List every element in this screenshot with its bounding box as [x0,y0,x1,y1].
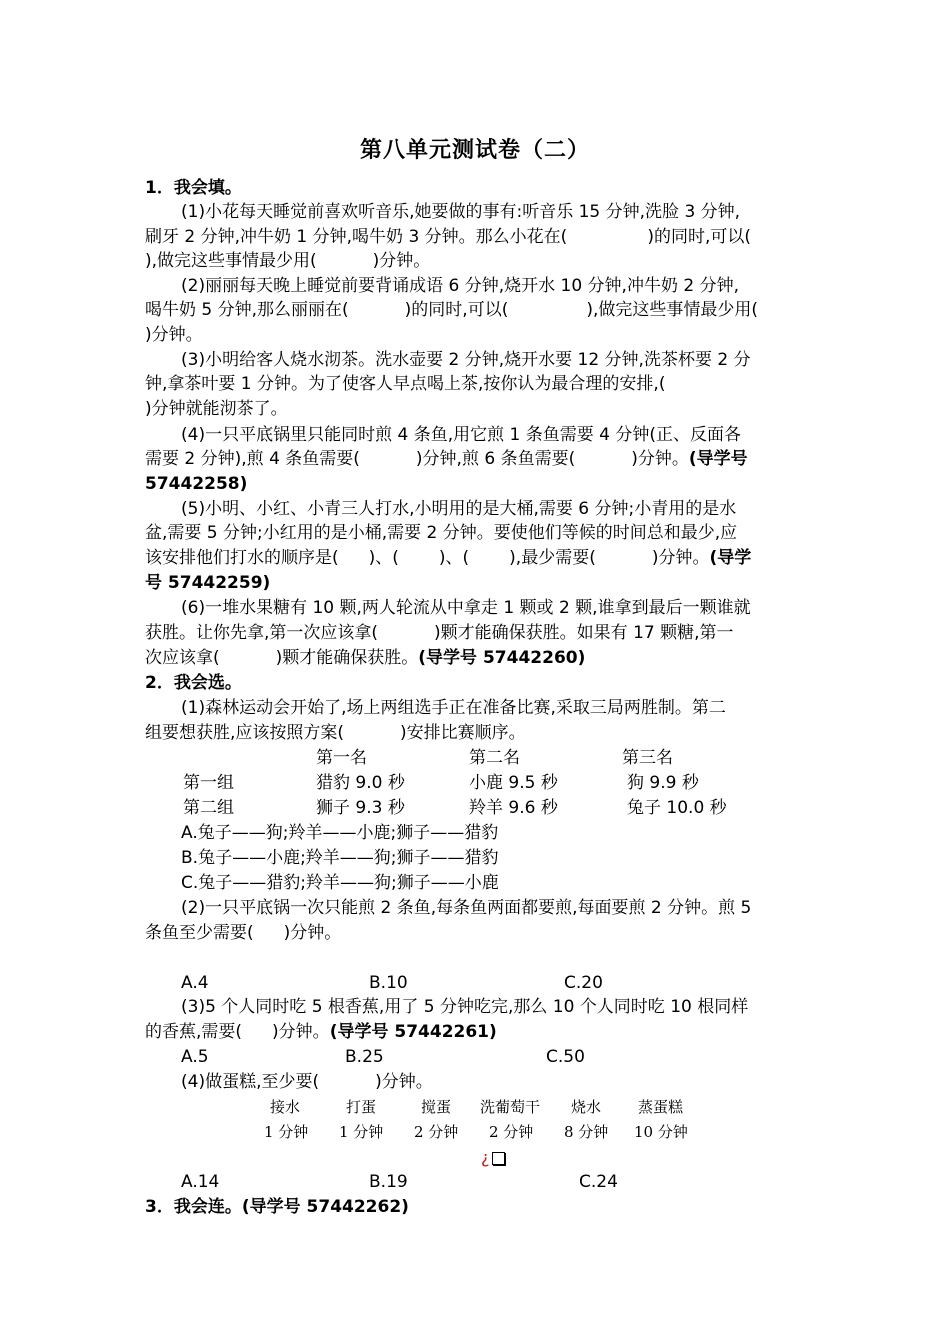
q1-2-line-2: 喝牛奶 5 分钟,那么丽丽在( )的同时,可以( ),做完这些事情最少用( [145,300,759,320]
q1-2-line-3: )分钟。 [145,325,203,345]
q1-6-line-1: (6)一堆水果糖有 10 颗,两人轮流从中拿走 1 颗或 2 颗,谁拿到最后一颗谁就 [181,598,751,618]
q1-5-line-2: 盆,需要 5 分钟;小红用的是小桶,需要 2 分钟。要使他们等候的时间总和最少,应 [145,523,738,543]
q2-3-line-2: 的香蕉,需要( )分钟。(导学号 57442261) [145,1022,497,1042]
table-row-2-cell-1: 狮子 9.3 秒 [316,798,405,818]
q2-2-option-b: B.10 [369,973,408,993]
q2-3-line-1: (3)5 个人同时吃 5 根香蕉,用了 5 分钟吃完,那么 10 个人同时吃 10 根同样 [181,997,749,1017]
q1-3-line-1: (3)小明给客人烧水沏茶。洗水壶要 2 分钟,烧开水要 12 分钟,洗茶杯要 2 分 [181,350,751,370]
q2-1-option-c: C.兔子——猎豹;羚羊——狗;狮子——小鹿 [181,873,499,893]
q1-4-line-2: 需要 2 分钟),煎 4 条鱼需要( )分钟,煎 6 条鱼需要( )分钟。(导学号 [145,449,748,469]
step-6-time: 10 分钟 [634,1123,688,1141]
q1-2-line-1: (2)丽丽每天晚上睡觉前要背诵成语 6 分钟,烧开水 10 分钟,冲牛奶 2 分钟, [181,276,739,296]
q2-2-line-1: (2)一只平底锅一次只能煎 2 条鱼,每条鱼两面都要煎,每面要煎 2 分钟。煎 5 [181,898,752,918]
q1-1-line-1: (1)小花每天睡觉前喜欢听音乐,她要做的事有:听音乐 15 分钟,洗脸 3 分钟, [181,202,741,222]
q1-4-ref: 57442258) [145,474,248,494]
q1-1-line-2: 刷牙 2 分钟,冲牛奶 1 分钟,喝牛奶 3 分钟。那么小花在( )的同时,可以( [145,227,751,247]
table-row-2-cell-2: 羚羊 9.6 秒 [469,798,558,818]
table-row-2-cell-3: 兔子 10.0 秒 [627,798,727,818]
table-row-2-group: 第二组 [183,798,234,818]
q2-4-option-b: B.19 [369,1172,408,1192]
q2-3-option-c: C.50 [546,1047,585,1067]
q2-1-option-a: A.兔子——狗;羚羊——小鹿;狮子——猎豹 [181,823,499,843]
step-5-time: 8 分钟 [564,1123,609,1141]
q2-1-line-1: (1)森林运动会开始了,场上两组选手正在准备比赛,采取三局两胜制。第二 [181,698,726,718]
table-row-1-cell-3: 狗 9.9 秒 [627,773,699,793]
table-header-2: 第二名 [469,748,520,768]
q1-5-ref: 号 57442259) [145,573,271,593]
q1-4-line-1: (4)一只平底锅里只能同时煎 4 条鱼,用它煎 1 条鱼需要 4 分钟(正、反面各 [181,425,741,445]
step-2-time: 1 分钟 [339,1123,384,1141]
q1-1-line-3: ),做完这些事情最少用( )分钟。 [145,251,431,271]
q2-2-line-2: 条鱼至少需要( )分钟。 [145,923,342,943]
q1-5-line-3: 该安排他们打水的顺序是( )、( )、( ),最少需要( )分钟。(导学 [145,548,752,568]
table-row-1-group: 第一组 [183,773,234,793]
broken-image-glyph: ¿ [481,1148,505,1168]
q1-5-line-1: (5)小明、小红、小青三人打水,小明用的是大桶,需要 6 分钟;小青用的是水 [181,499,737,519]
q1-3-line-3: )分钟就能沏茶了。 [145,399,288,419]
q2-2-option-a: A.4 [181,973,209,993]
table-header-3: 第三名 [622,748,673,768]
section-1-heading: 1．我会填。 [145,178,242,198]
step-3-name: 搅蛋 [421,1098,452,1116]
step-5-name: 烧水 [571,1098,602,1116]
step-2-name: 打蛋 [346,1098,377,1116]
section-3-heading: 3．我会连。(导学号 57442262) [145,1197,409,1217]
q2-2-option-c: C.20 [564,973,603,993]
q2-4-option-a: A.14 [181,1172,220,1192]
q1-3-line-2: 钟,拿茶叶要 1 分钟。为了使客人早点喝上茶,按你认为最合理的安排,( [145,374,666,394]
step-4-name: 洗葡萄干 [480,1098,541,1116]
section-2-heading: 2．我会选。 [145,673,242,693]
q2-1-line-2: 组要想获胜,应该按照方案( )安排比赛顺序。 [145,723,526,743]
step-4-time: 2 分钟 [489,1123,534,1141]
page-title: 第八单元测试卷（二） [359,137,590,163]
table-row-1-cell-2: 小鹿 9.5 秒 [469,773,558,793]
q2-4-option-c: C.24 [579,1172,618,1192]
q2-3-option-a: A.5 [181,1047,209,1067]
table-header-1: 第一名 [316,748,367,768]
step-1-time: 1 分钟 [264,1123,309,1141]
step-3-time: 2 分钟 [414,1123,459,1141]
step-1-name: 接水 [270,1098,301,1116]
q2-4-line-1: (4)做蛋糕,至少要( )分钟。 [181,1072,433,1092]
q1-6-line-3: 次应该拿( )颗才能确保获胜。(导学号 57442260) [145,648,586,668]
table-row-1-cell-1: 猎豹 9.0 秒 [316,773,405,793]
q1-6-line-2: 获胜。让你先拿,第一次应该拿( )颗才能确保获胜。如果有 17 颗糖,第一 [145,623,734,643]
q2-3-option-b: B.25 [345,1047,384,1067]
step-6-name: 蒸蛋糕 [638,1098,684,1116]
q2-1-option-b: B.兔子——小鹿;羚羊——狗;狮子——猎豹 [181,848,499,868]
